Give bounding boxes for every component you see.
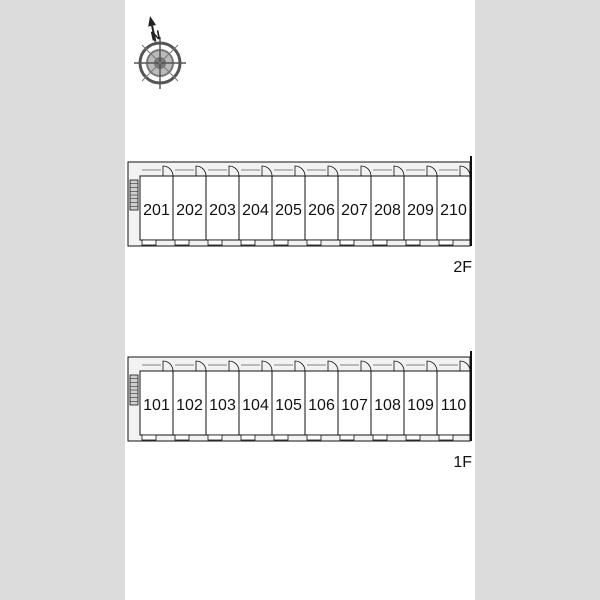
unit-108	[371, 361, 404, 440]
balcony	[373, 240, 387, 245]
unit-number: 209	[407, 202, 434, 219]
unit-202	[173, 166, 206, 245]
balcony	[274, 435, 288, 440]
unit-number: 205	[275, 202, 302, 219]
balcony	[340, 240, 354, 245]
unit-number: 204	[242, 202, 269, 219]
unit-102	[173, 361, 206, 440]
floor-label: 2F	[453, 259, 472, 276]
balcony	[208, 240, 222, 245]
balcony	[406, 435, 420, 440]
balcony	[241, 240, 255, 245]
unit-203	[206, 166, 239, 245]
balcony	[208, 435, 222, 440]
unit-number: 109	[407, 397, 434, 414]
unit-number: 206	[308, 202, 335, 219]
unit-207	[338, 166, 371, 245]
balcony	[373, 435, 387, 440]
balcony	[340, 435, 354, 440]
balcony	[142, 240, 156, 245]
unit-204	[239, 166, 272, 245]
unit-number: 105	[275, 397, 302, 414]
unit-number: 210	[440, 202, 467, 219]
unit-number: 110	[440, 397, 467, 414]
balcony	[142, 435, 156, 440]
unit-number: 207	[341, 202, 368, 219]
balcony	[274, 240, 288, 245]
floor-label: 1F	[453, 454, 472, 471]
floor-2f	[128, 156, 472, 276]
unit-number: 106	[308, 397, 335, 414]
balcony	[307, 435, 321, 440]
balcony	[175, 435, 189, 440]
unit-209	[404, 166, 437, 245]
unit-201	[140, 166, 173, 245]
unit-105	[272, 361, 305, 440]
unit-210	[437, 166, 470, 245]
unit-106	[305, 361, 338, 440]
unit-101	[140, 361, 173, 440]
balcony	[241, 435, 255, 440]
stairs	[130, 375, 138, 405]
unit-number: 104	[242, 397, 269, 414]
unit-number: 202	[176, 202, 203, 219]
unit-number: 101	[143, 397, 170, 414]
balcony	[307, 240, 321, 245]
unit-number: 102	[176, 397, 203, 414]
unit-206	[305, 166, 338, 245]
floor-1f	[128, 351, 472, 471]
unit-208	[371, 166, 404, 245]
unit-104	[239, 361, 272, 440]
unit-109	[404, 361, 437, 440]
balcony	[175, 240, 189, 245]
stairs	[130, 180, 138, 210]
unit-107	[338, 361, 371, 440]
unit-110	[437, 361, 470, 440]
unit-number: 107	[341, 397, 368, 414]
compass-north-label: N	[149, 27, 162, 44]
unit-103	[206, 361, 239, 440]
unit-number: 201	[143, 202, 170, 219]
unit-number: 203	[209, 202, 236, 219]
compass-rose-icon	[134, 15, 186, 89]
unit-number: 208	[374, 202, 401, 219]
balcony	[439, 240, 453, 245]
balcony	[439, 435, 453, 440]
unit-number: 103	[209, 397, 236, 414]
unit-number: 108	[374, 397, 401, 414]
unit-205	[272, 166, 305, 245]
balcony	[406, 240, 420, 245]
